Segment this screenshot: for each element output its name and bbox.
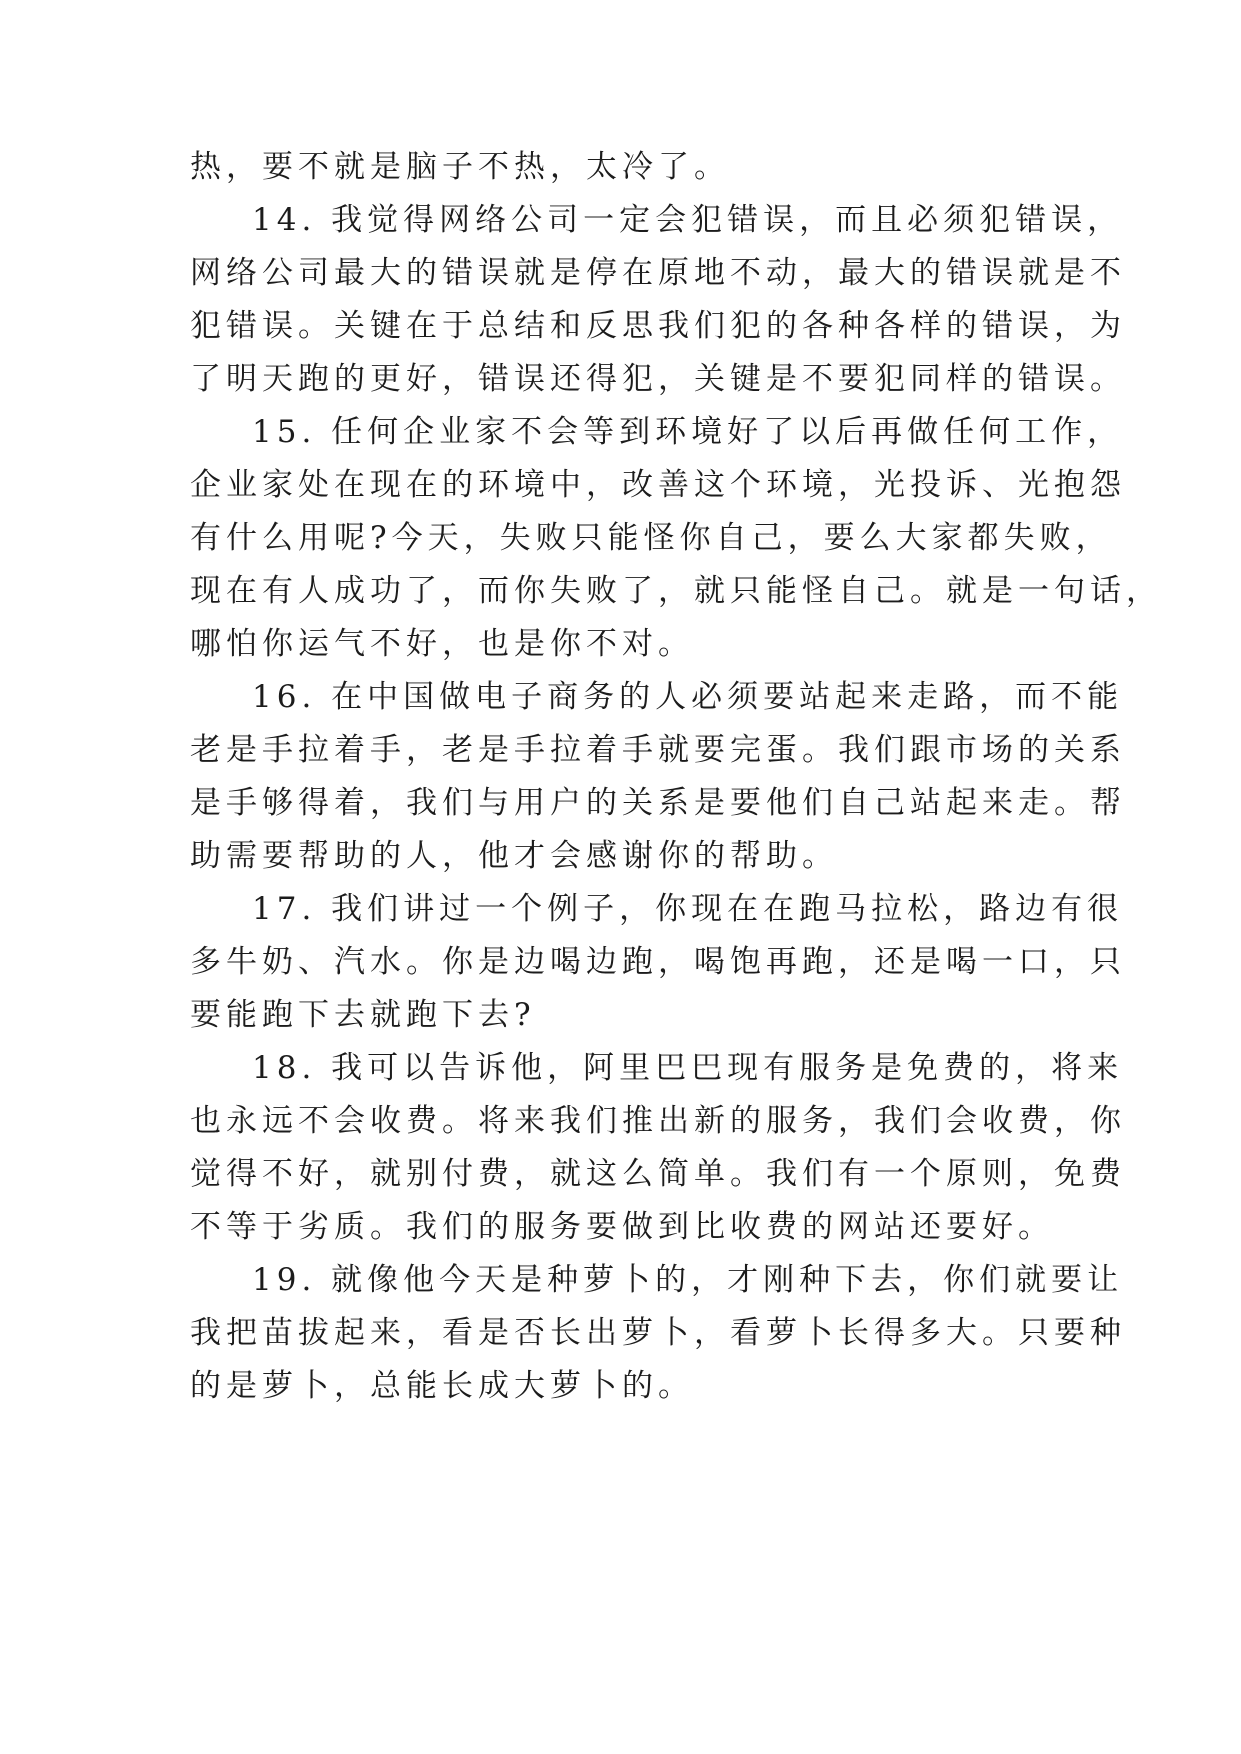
text-line: 网络公司最大的错误就是停在原地不动，最大的错误就是不 [190, 255, 1126, 291]
text-line: 不等于劣质。我们的服务要做到比收费的网站还要好。 [190, 1209, 1054, 1245]
text-line: 热，要不就是脑子不热，太冷了。 [190, 149, 730, 185]
text-line: 助需要帮助的人，他才会感谢你的帮助。 [190, 838, 838, 874]
text-line: 是手够得着，我们与用户的关系是要他们自己站起来走。帮 [190, 785, 1126, 821]
text-line: 的是萝卜，总能长成大萝卜的。 [190, 1368, 694, 1404]
text-line: 企业家处在现在的环境中，改善这个环境，光投诉、光抱怨 [190, 467, 1126, 503]
text-line: 14. 我觉得网络公司一定会犯错误，而且必须犯错误， [252, 202, 1124, 238]
text-line: 多牛奶、汽水。你是边喝边跑，喝饱再跑，还是喝一口，只 [190, 944, 1126, 980]
text-line: 16. 在中国做电子商务的人必须要站起来走路，而不能 [252, 679, 1124, 715]
text-line: 老是手拉着手，老是手拉着手就要完蛋。我们跟市场的关系 [190, 732, 1126, 768]
text-line: 要能跑下去就跑下去? [190, 997, 536, 1033]
text-line: 19. 就像他今天是种萝卜的，才刚种下去，你们就要让 [252, 1262, 1124, 1298]
text-line: 15. 任何企业家不会等到环境好了以后再做任何工作， [252, 414, 1124, 450]
text-line: 觉得不好，就别付费，就这么简单。我们有一个原则，免费 [190, 1156, 1126, 1192]
text-line: 哪怕你运气不好，也是你不对。 [190, 626, 694, 662]
text-line: 有什么用呢?今天，失败只能怪你自己，要么大家都失败， [190, 520, 1112, 556]
text-line: 现在有人成功了，而你失败了，就只能怪自己。就是一句话， [190, 573, 1162, 609]
text-line: 犯错误。关键在于总结和反思我们犯的各种各样的错误，为 [190, 308, 1126, 344]
text-line: 也永远不会收费。将来我们推出新的服务，我们会收费，你 [190, 1103, 1126, 1139]
text-line: 了明天跑的更好，错误还得犯，关键是不要犯同样的错误。 [190, 361, 1126, 397]
text-line: 18. 我可以告诉他，阿里巴巴现有服务是免费的，将来 [252, 1050, 1124, 1086]
text-line: 17. 我们讲过一个例子，你现在在跑马拉松，路边有很 [252, 891, 1124, 927]
text-line: 我把苗拔起来，看是否长出萝卜，看萝卜长得多大。只要种 [190, 1315, 1126, 1351]
